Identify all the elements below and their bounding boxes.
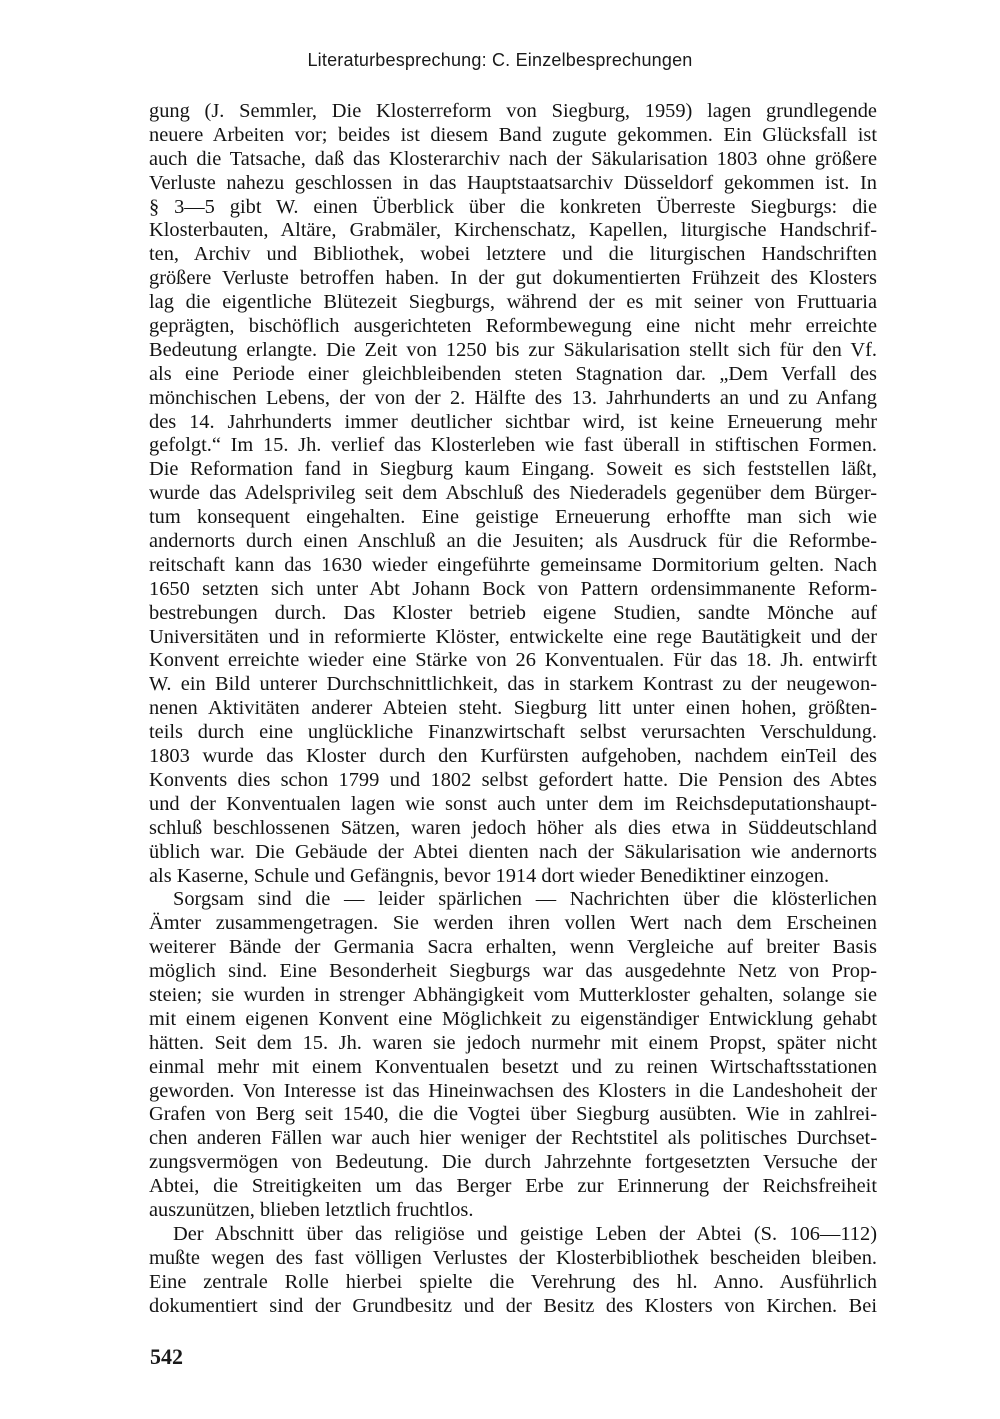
text-line: chen anderen Fällen war auch hier weniger der Rechtstitel als politisches Durchset- xyxy=(149,1127,877,1150)
text-line: Ämter zusammengetragen. Sie werden ihren vollen Wert nach dem Erscheinen xyxy=(149,912,877,935)
text-line: steien; sie wurden in strenger Abhängigkeit vom Mutterkloster gehalten, solange sie xyxy=(149,983,877,1006)
running-head: Literaturbesprechung: C. Einzelbesprechungen xyxy=(307,50,693,70)
text-line: gung (J. Semmler, Die Klosterreform von Siegburg, 1959) lagen grundlegende xyxy=(149,100,877,122)
text-line: W. ein Bild unterer Durchschnittlichkeit, das in starkem Kontrast zu der neugewon- xyxy=(149,673,877,696)
text-line: Der Abschnitt über das religiöse und geistige Leben der Abtei (S. 106—112) xyxy=(173,1222,877,1245)
text-line: einmal mehr mit einem Konventualen besetzt und zu reinen Wirtschaftsstationen xyxy=(149,1055,877,1078)
text-line: auch die Tatsache, daß das Klosterarchiv nach der Säkularisation 1803 ohne größere xyxy=(149,147,877,170)
text-line: größere Verluste betroffen haben. In der gut dokumentierten Frühzeit des Klosters xyxy=(149,267,877,290)
text-line: 1650 setzten sich unter Abt Johann Bock von Pattern ordensimmanente Reform- xyxy=(149,577,877,600)
text-line: mußte wegen des fast völligen Verlustes der Klosterbibliothek bescheiden bleiben. xyxy=(149,1246,877,1269)
text-line: möglich sind. Eine Besonderheit Siegburgs war das ausgedehnte Netz von Prop- xyxy=(149,960,877,983)
body-text xyxy=(149,100,877,1318)
text-line: 1803 wurde das Kloster durch den Kurfürsten aufgehoben, nachdem einTeil des xyxy=(149,745,877,768)
text-line: reitschaft kann das 1630 wieder eingeführte gemeinsame Dormitorium gelten. Nach xyxy=(149,553,877,576)
text-line: Die Reformation fand in Siegburg kaum Eingang. Soweit es sich feststellen läßt, xyxy=(149,458,877,481)
text-line: Konvents dies schon 1799 und 1802 selbst gefordert hatte. Die Pension des Abtes xyxy=(149,768,877,791)
text-line: dokumentiert sind der Grundbesitz und der Besitz des Klosters von Kirchen. Bei xyxy=(149,1294,877,1317)
text-line: und der Konventualen lagen wie sonst auch unter dem im Reichsdeputationshaupt- xyxy=(149,792,877,815)
text-line: zungsvermögen von Bedeutung. Die durch Jahrzehnte fortgesetzten Versuche der xyxy=(149,1151,877,1174)
text-line: auszunützen, blieben letztlich fruchtlos. xyxy=(149,1198,474,1221)
text-line: als Kaserne, Schule und Gefängnis, bevor 1914 dort wieder Benediktiner einzogen. xyxy=(149,864,830,887)
text-line: mönchischen Lebens, der von der 2. Hälfte des 13. Jahrhunderts an und zu Anfang xyxy=(149,386,877,409)
text-line: andernorts durch einen Anschluß an die Jesuiten; als Ausdruck für die Reformbe- xyxy=(149,530,877,553)
text-line: § 3—5 gibt W. einen Überblick über die konkreten Überreste Siegburgs: die xyxy=(149,195,877,218)
text-line: hätten. Seit dem 15. Jh. waren sie jedoch nurmehr mit einem Propst, später nicht xyxy=(149,1031,877,1054)
text-line: schluß beschlossenen Sätzen, waren jedoch höher als dies etwa in Süddeutschland xyxy=(149,816,877,839)
text-line: weiterer Bände der Germania Sacra erhalten, wenn Vergleiche auf breiter Basis xyxy=(149,936,877,959)
text-line: mit einem eigenen Konvent eine Möglichkeit zu eigenständiger Entwicklung gehabt xyxy=(149,1007,877,1030)
text-line: Grafen von Berg seit 1540, die die Vogtei über Siegburg ausübten. Wie in zahlrei- xyxy=(149,1103,877,1126)
text-line: Klosterbauten, Altäre, Grabmäler, Kirchenschatz, Kapellen, liturgische Handschrif- xyxy=(149,219,877,242)
text-line: Konvent erreichte wieder eine Stärke von 26 Konventualen. Für das 18. Jh. entwirft xyxy=(149,649,877,672)
page-number: 542 xyxy=(150,1344,183,1369)
text-line: wurde das Adelsprivileg seit dem Abschluß des Niederadels gegenüber dem Bürger- xyxy=(149,482,877,505)
text-line: Abtei, die Streitigkeiten um das Berger Erbe zur Erinnerung der Reichsfreiheit xyxy=(149,1175,877,1198)
text-line: geworden. Von Interesse ist das Hineinwachsen des Klosters in die Landeshoheit der xyxy=(149,1079,877,1102)
text-line: Sorgsam sind die — leider spärlichen — Nachrichten über die klösterlichen xyxy=(173,888,877,911)
text-line: Bedeutung erlangte. Die Zeit von 1250 bis zur Säkularisation stellt sich für den Vf. xyxy=(149,338,877,361)
text-line: als eine Periode einer gleichbleibenden steten Stagnation dar. „Dem Verfall des xyxy=(149,362,877,385)
text-line: gefolgt.“ Im 15. Jh. verlief das Klosterleben wie fast überall in stiftischen Formen. xyxy=(149,434,877,457)
text-line: des 14. Jahrhunderts immer deutlicher sichtbar wird, ist keine Erneuerung mehr xyxy=(149,410,877,433)
text-line: teils durch eine unglückliche Finanzwirtschaft selbst verursachten Verschuldung. xyxy=(149,721,877,744)
text-line: Universitäten und in reformierte Klöster, entwickelte eine rege Bautätigkeit und der xyxy=(149,625,877,648)
text-line: neuere Arbeiten vor; beides ist diesem Band zugute gekommen. Ein Glücksfall ist xyxy=(149,123,877,146)
paragraph xyxy=(149,100,877,888)
text-line: geprägten, bischöflich ausgerichteten Reformbewegung eine nicht mehr erreichte xyxy=(149,315,877,338)
text-line: tum konsequent eingehalten. Eine geistige Erneuerung erhoffte man sich wie xyxy=(149,506,877,529)
text-line: üblich war. Die Gebäude der Abtei dienten nach der Säkularisation wie andernorts xyxy=(149,840,877,863)
paragraph xyxy=(149,888,877,1222)
text-line: bestrebungen durch. Das Kloster betrieb eigene Studien, sandte Mönche auf xyxy=(149,601,877,624)
text-line: lag die eigentliche Blütezeit Siegburgs, während der es mit seiner von Fruttuaria xyxy=(149,291,877,314)
text-line: Verluste nahezu geschlossen in das Hauptstaatsarchiv Düsseldorf gekommen ist. In xyxy=(149,171,877,194)
text-line: nenen Aktivitäten anderer Abteien steht. Siegburg litt unter einen hohen, größten- xyxy=(149,697,877,720)
text-line: Eine zentrale Rolle hierbei spielte die Verehrung des hl. Anno. Ausführlich xyxy=(149,1270,877,1293)
text-line: ten, Archiv und Bibliothek, wobei letztere und die liturgischen Handschriften xyxy=(149,243,877,266)
paragraph xyxy=(149,1223,877,1319)
